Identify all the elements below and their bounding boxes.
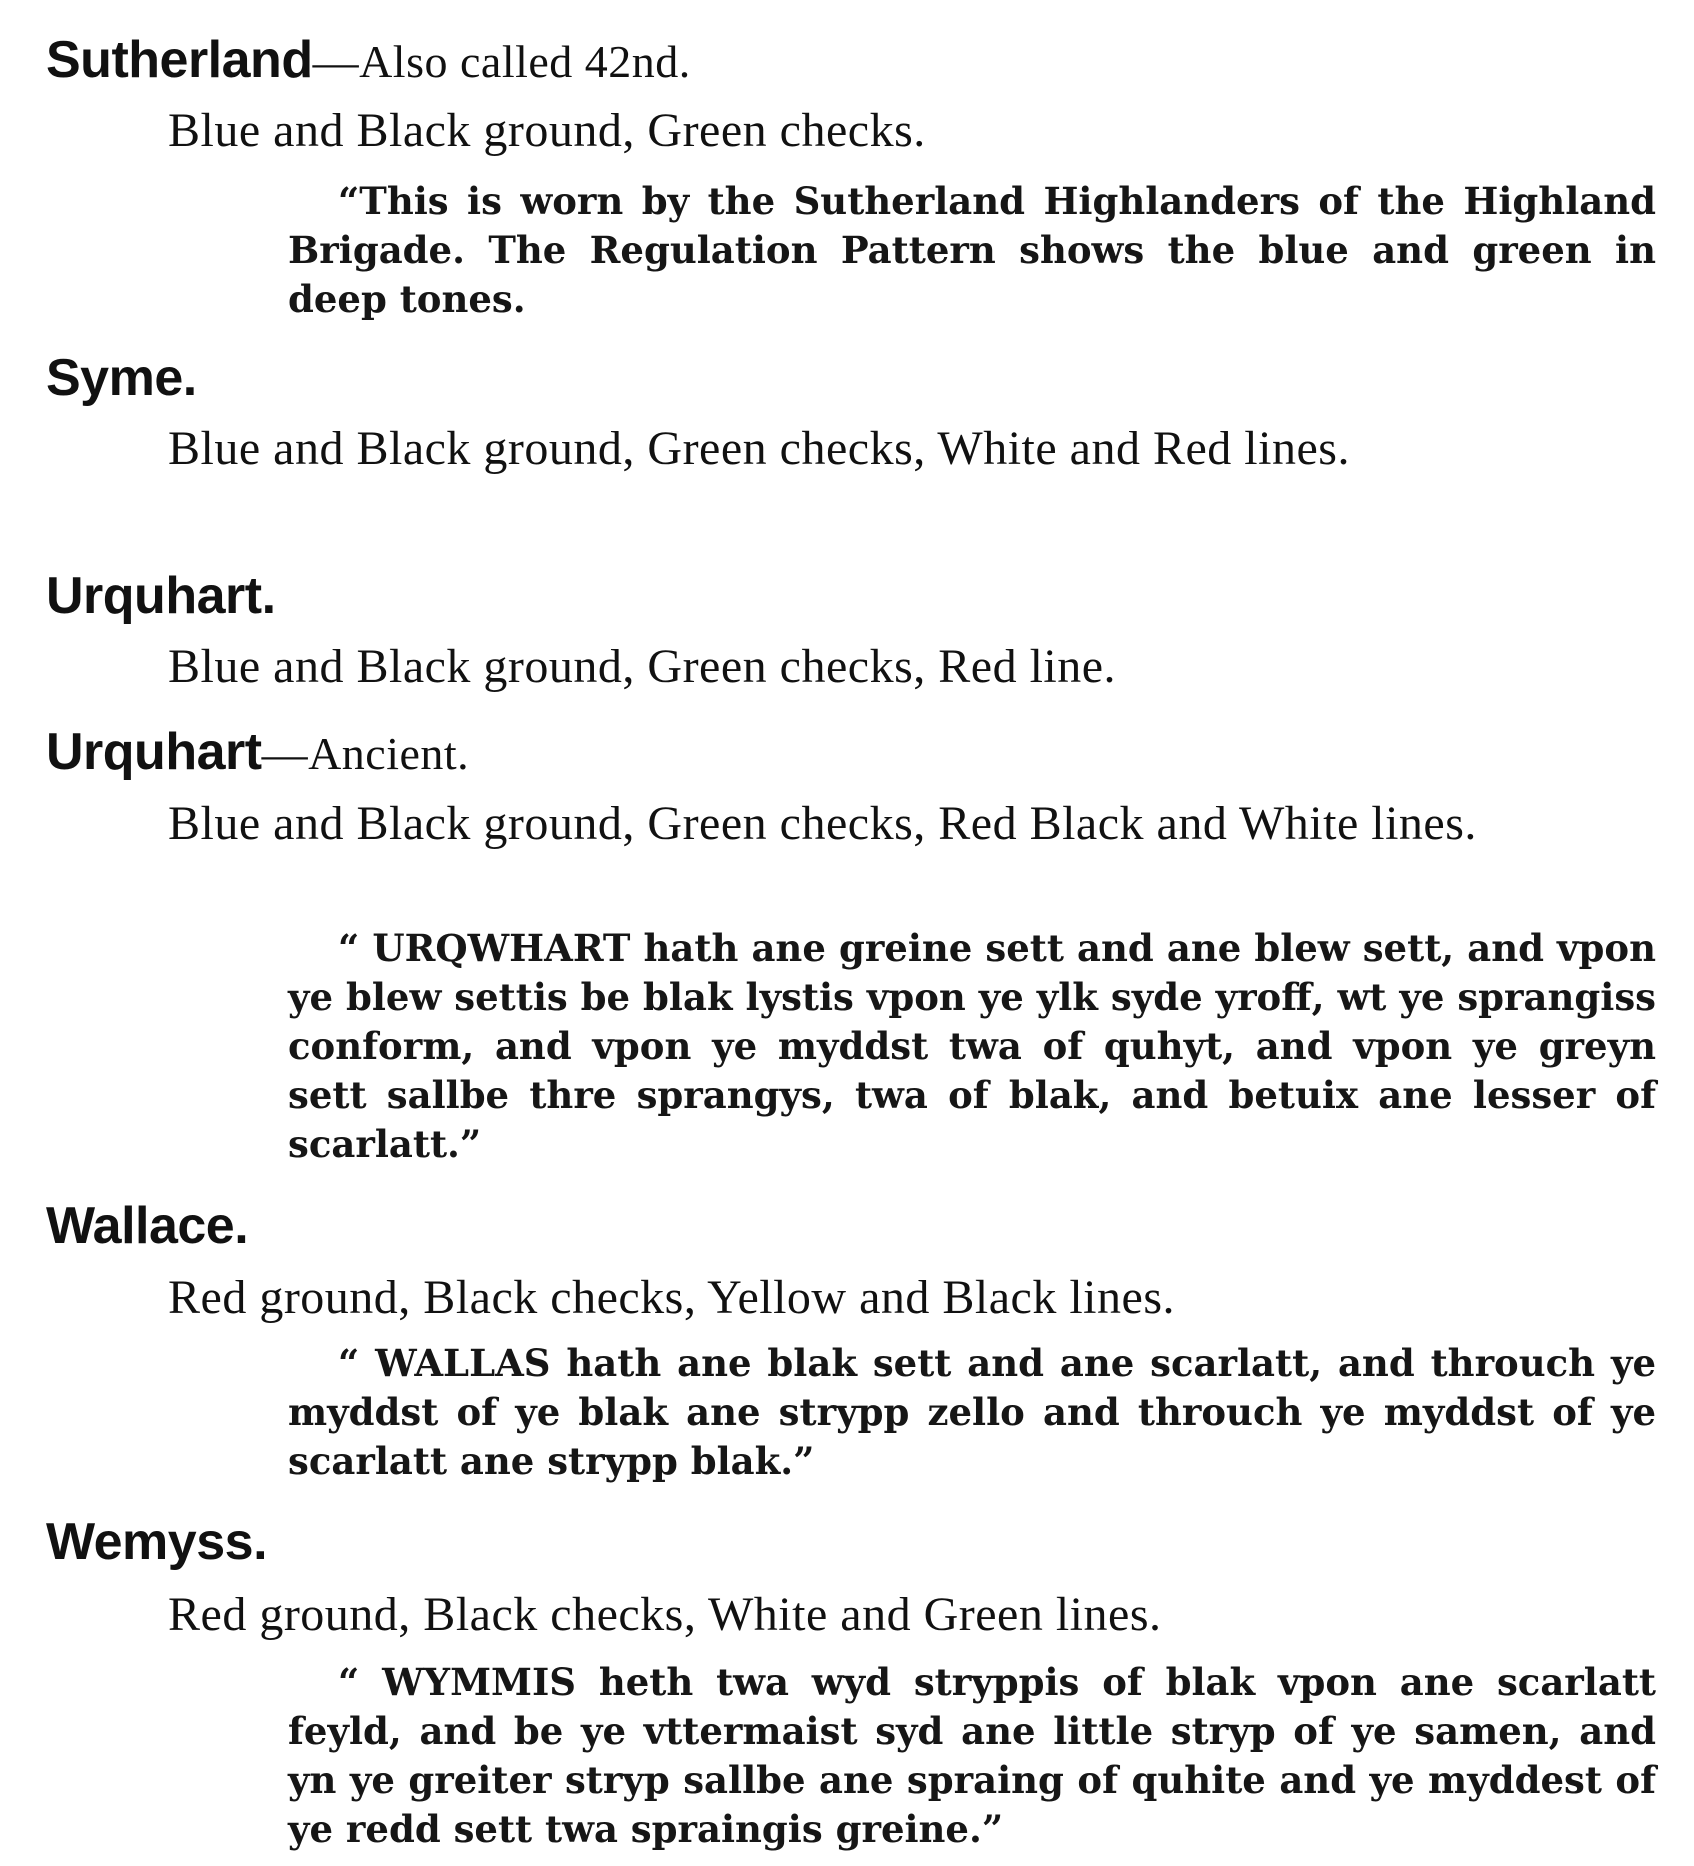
- tartan-name-suffix: —Ancient.: [261, 728, 470, 779]
- tartan-description: Blue and Black ground, Green checks, White and Red lines.: [168, 422, 1350, 475]
- tartan-quote: “ WALLAS hath ane blak sett and ane scarlatt, and throuch ye myddst of ye blak ane strypp zello and throuch ye myddst of ye scarlatt ane strypp blak.”: [288, 1341, 1656, 1483]
- tartan-name: Wemyss: [46, 1513, 254, 1571]
- tartan-description: Blue and Black ground, Green checks.: [168, 104, 926, 157]
- tartan-name: Syme: [46, 349, 183, 407]
- entry-heading: [46, 566, 276, 626]
- tartan-description: Red ground, Black checks, White and Green lines.: [168, 1588, 1162, 1641]
- entry-heading: [46, 1512, 267, 1572]
- tartan-name-suffix: .: [234, 1197, 249, 1255]
- tartan-name: Wallace: [46, 1197, 235, 1255]
- tartan-description: Blue and Black ground, Green checks, Red Black and White lines.: [168, 797, 1477, 850]
- tartan-quote: “This is worn by the Sutherland Highlanders of the Highland Brigade. The Regulation Pattern shows the blue and green in deep tones.: [288, 179, 1656, 321]
- tartan-description: Blue and Black ground, Green checks, Red line.: [168, 640, 1117, 693]
- tartan-name-suffix: .: [261, 567, 276, 625]
- tartan-name: Urquhart: [46, 567, 262, 625]
- tartan-name: Urquhart: [46, 723, 262, 781]
- tartan-name-suffix: —Also called 42nd.: [312, 36, 691, 87]
- tartan-description: Red ground, Black checks, Yellow and Black lines.: [168, 1271, 1175, 1324]
- tartan-name-suffix: .: [253, 1513, 268, 1571]
- entry-heading: [46, 1196, 248, 1256]
- tartan-name-suffix: .: [182, 349, 197, 407]
- entry-heading: [46, 348, 197, 408]
- tartan-name: Sutherland: [46, 31, 313, 89]
- entry-heading: [46, 722, 469, 784]
- tartan-quote: “ WYMMIS heth twa wyd stryppis of blak vpon ane scarlatt feyld, and be ye vttermaist syd ane little stryp of ye samen, and yn ye greiter stryp sallbe ane spraing of quhite and ye myddest of ye redd sett twa spraingis greine.”: [288, 1660, 1656, 1851]
- tartan-quote: “ URQWHART hath ane greine sett and ane blew sett, and vpon ye blew settis be blak lystis vpon ye ylk syde yroff, wt ye sprangiss conform, and vpon ye myddst twa of quhyt, and vpon ye greyn sett sallbe thre sprangys, twa of blak, and betuix ane lesser of scarlatt.”: [288, 926, 1656, 1166]
- entry-heading: [46, 30, 691, 92]
